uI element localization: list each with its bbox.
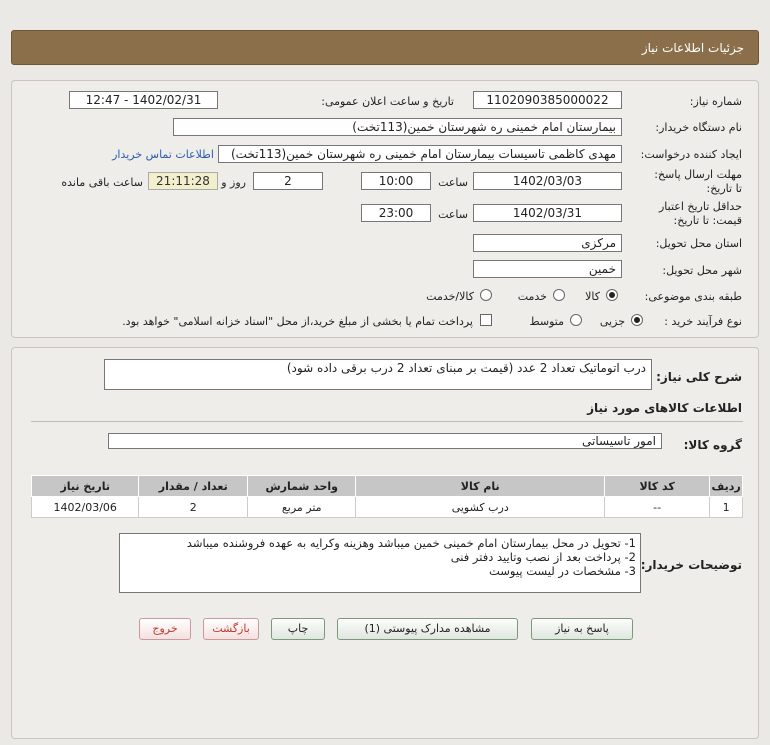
items-section-divider — [31, 421, 743, 422]
process-option-minor: جزیی — [599, 315, 625, 328]
col-qty: تعداد / مقدار — [139, 476, 248, 497]
group-field: امور تاسیساتی — [108, 433, 662, 449]
category-label: طبقه بندی موضوعی: — [644, 290, 742, 303]
note-line: 1- تحویل در محل بیمارستان امام خمینی خمین میباشد وهزینه وکرایه به عهده فروشنده میباشد — [186, 536, 636, 550]
cell-code: -- — [604, 497, 709, 518]
table-row — [32, 497, 743, 518]
col-date: تاریخ نیاز — [32, 476, 139, 497]
items-section-title: اطلاعات کالاهای مورد نیاز — [587, 401, 742, 415]
cell-unit: متر مربع — [247, 497, 356, 518]
col-name: نام کالا — [356, 476, 604, 497]
exit-button[interactable]: خروج — [139, 618, 191, 640]
col-unit: واحد شمارش — [247, 476, 356, 497]
reply-time-field: 10:00 — [361, 172, 431, 190]
desc-field: درب اتوماتیک تعداد 2 عدد (قیمت بر مبنای تعداد 2 درب برقی داده شود) — [104, 359, 652, 390]
col-code: کد کالا — [604, 476, 709, 497]
cell-name: درب کشویی — [356, 497, 604, 518]
announce-label: تاریخ و ساعت اعلان عمومی: — [321, 95, 454, 108]
category-radio-goods-service[interactable] — [480, 289, 492, 301]
page-header — [11, 30, 759, 65]
treasury-payment-note: پرداخت تمام یا بخشی از مبلغ خرید،از محل "اسناد خزانه اسلامی" خواهد بود. — [122, 315, 473, 328]
desc-label: شرح کلی نیاز: — [656, 370, 742, 384]
remaining-label: ساعت باقی مانده — [61, 176, 143, 189]
process-option-medium: متوسط — [529, 315, 564, 328]
notes-label: توضیحات خریدار: — [640, 558, 742, 572]
remaining-time-field: 21:11:28 — [148, 172, 218, 190]
note-line: 3- مشخصات در لیست پیوست — [489, 564, 636, 578]
process-radio-minor[interactable] — [631, 314, 643, 326]
need-number-label: شماره نیاز: — [689, 95, 742, 108]
validity-time-label: ساعت — [438, 208, 468, 221]
reply-date-field: 1402/03/03 — [473, 172, 622, 190]
city-label: شهر محل تحویل: — [662, 264, 742, 277]
validity-time-field: 23:00 — [361, 204, 431, 222]
treasury-payment-checkbox[interactable] — [480, 314, 492, 326]
cell-row: 1 — [710, 497, 743, 518]
category-option-goods: کالا — [585, 290, 600, 303]
group-label: گروه کالا: — [683, 438, 742, 452]
process-label: نوع فرآیند خرید : — [664, 315, 742, 328]
cell-qty: 2 — [139, 497, 248, 518]
reply-time-label: ساعت — [438, 176, 468, 189]
province-field: مرکزی — [473, 234, 622, 252]
attachments-button[interactable]: مشاهده مدارک پیوستی (1) — [337, 618, 518, 640]
buyer-contact-link[interactable]: اطلاعات تماس خریدار — [112, 148, 214, 161]
province-label: استان محل تحویل: — [655, 237, 742, 250]
page-title: جزئیات اطلاعات نیاز — [641, 41, 744, 55]
process-radio-medium[interactable] — [570, 314, 582, 326]
buyer-org-field: بیمارستان امام خمینی ره شهرستان خمین(113تخت) — [173, 118, 622, 136]
announce-datetime-field: 1402/02/31 - 12:47 — [69, 91, 218, 109]
note-line: 2- پرداخت بعد از نصب وتایید دفتر فنی — [450, 550, 636, 564]
back-button[interactable]: بازگشت — [203, 618, 259, 640]
col-row: ردیف — [710, 476, 743, 497]
creator-label: ایجاد کننده درخواست: — [640, 148, 742, 161]
city-field: خمین — [473, 260, 622, 278]
need-number-field: 1102090385000022 — [473, 91, 622, 109]
items-table — [31, 475, 743, 518]
days-field: 2 — [253, 172, 323, 190]
category-radio-goods[interactable] — [606, 289, 618, 301]
validity-label: حداقل تاریخ اعتبار قیمت: تا تاریخ: — [658, 200, 742, 227]
validity-date-field: 1402/03/31 — [473, 204, 622, 222]
category-radio-service[interactable] — [553, 289, 565, 301]
category-option-service: خدمت — [517, 290, 547, 303]
category-option-goods-service: کالا/خدمت — [426, 290, 474, 303]
creator-field: مهدی کاظمی تاسیسات بیمارستان امام خمینی ره شهرستان خمین(113تخت) — [218, 145, 622, 163]
reply-deadline-label: مهلت ارسال پاسخ: تا تاریخ: — [654, 168, 742, 195]
days-label: روز و — [221, 176, 246, 189]
buyer-org-label: نام دستگاه خریدار: — [655, 121, 742, 134]
reply-button[interactable]: پاسخ به نیاز — [531, 618, 633, 640]
items-table-header — [32, 476, 743, 497]
buyer-notes-field — [119, 533, 641, 593]
cell-date: 1402/03/06 — [32, 497, 139, 518]
print-button[interactable]: چاپ — [271, 618, 325, 640]
